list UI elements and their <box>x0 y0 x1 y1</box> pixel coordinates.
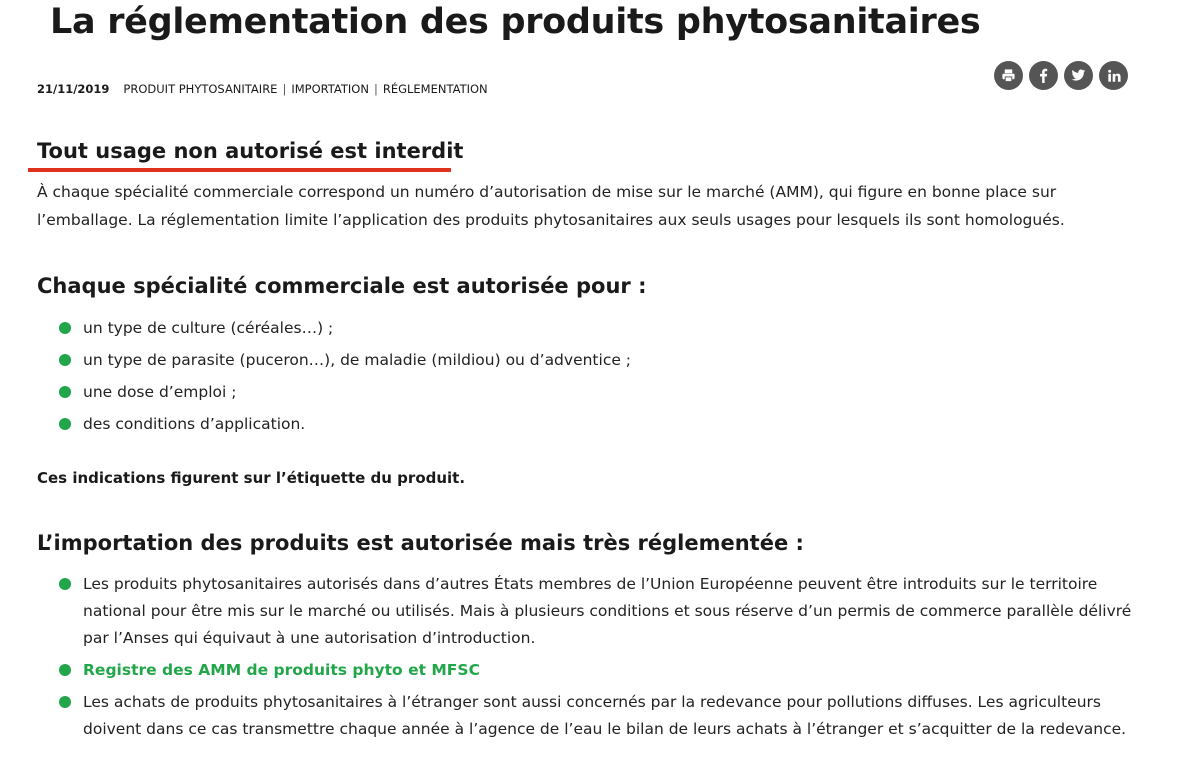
list-item <box>0 378 1133 410</box>
bullet-dot <box>59 322 71 334</box>
facebook-icon <box>1036 68 1051 83</box>
bullet-dot <box>59 354 71 366</box>
registre-amm-link[interactable]: Registre des AMM de produits phyto et MFSC <box>83 661 480 679</box>
tag-reglementation[interactable]: RÉGLEMENTATION <box>382 82 488 96</box>
list-item-text: un type de parasite (puceron…), de maladie (mildiou) ou d’adventice ; <box>83 351 632 369</box>
article-meta <box>37 81 488 97</box>
heading-underline <box>28 168 451 172</box>
tag-produit-phytosanitaire[interactable]: PRODUIT PHYTOSANITAIRE <box>123 82 278 96</box>
list-item-text: Les achats de produits phytosanitaires à l’étranger sont aussi concernés par la redevance pour pollutions diffuses. Les agriculteurs doivent dans ce cas transmettre chaque année à l’agence de l’eau le bilan de leurs achats à l’étranger et s’acquitter de la redevance. <box>83 693 1127 738</box>
linkedin-icon <box>1107 69 1121 83</box>
bullet-dot <box>59 696 71 708</box>
share-buttons <box>994 61 1128 90</box>
list-item <box>0 689 1133 743</box>
list-item-text: un type de culture (céréales…) ; <box>83 319 334 337</box>
list-item <box>0 657 1133 684</box>
tag-importation[interactable]: IMPORTATION <box>291 82 369 96</box>
list-item <box>0 346 1133 378</box>
twitter-icon <box>1071 68 1086 83</box>
tag-separator: | <box>282 82 287 96</box>
list-item-text: Les produits phytosanitaires autorisés dans d’autres États membres de l’Union Européenne peuvent être introduits sur le territoire national pour être mis sur le marché ou utilisés. Mais à plusieurs conditions et sous réserve d’un permis de commerce parallèle délivré par l’Anses qui équivaut à une autorisation d’introduction. <box>83 575 1132 647</box>
etiquette-note: Ces indications figurent sur l’étiquette du produit. <box>37 469 466 487</box>
amm-paragraph: À chaque spécialité commerciale correspond un numéro d’autorisation de mise sur le marché (AMM), qui figure en bonne place sur l’emballage. La réglementation limite l’application des produits phytosanitaires aux seuls usages pour lesquels ils sont homologués. <box>37 183 1065 229</box>
facebook-share-button[interactable] <box>1029 61 1058 90</box>
print-icon <box>1001 68 1016 83</box>
twitter-share-button[interactable] <box>1064 61 1093 90</box>
bullet-dot <box>59 418 71 430</box>
importation-list <box>0 571 1133 748</box>
page-title: La réglementation des produits phytosanitaires <box>50 2 981 42</box>
bullet-dot <box>59 578 71 590</box>
autorisation-list <box>0 314 1133 442</box>
list-item <box>0 410 1133 442</box>
tag-separator: | <box>373 82 378 96</box>
list-item <box>0 314 1133 346</box>
section-heading-importation: L’importation des produits est autorisée mais très réglementée : <box>37 531 804 555</box>
list-item-text: des conditions d’application. <box>83 415 306 433</box>
list-item <box>0 571 1133 652</box>
section-heading-autorisation: Chaque spécialité commerciale est autorisée pour : <box>37 274 647 298</box>
print-button[interactable] <box>994 61 1023 90</box>
bullet-dot <box>59 664 71 676</box>
bullet-dot <box>59 386 71 398</box>
section-heading-usage: Tout usage non autorisé est interdit <box>37 139 464 163</box>
article-date: 21/11/2019 <box>37 82 110 96</box>
linkedin-share-button[interactable] <box>1099 61 1128 90</box>
list-item-text: une dose d’emploi ; <box>83 383 237 401</box>
